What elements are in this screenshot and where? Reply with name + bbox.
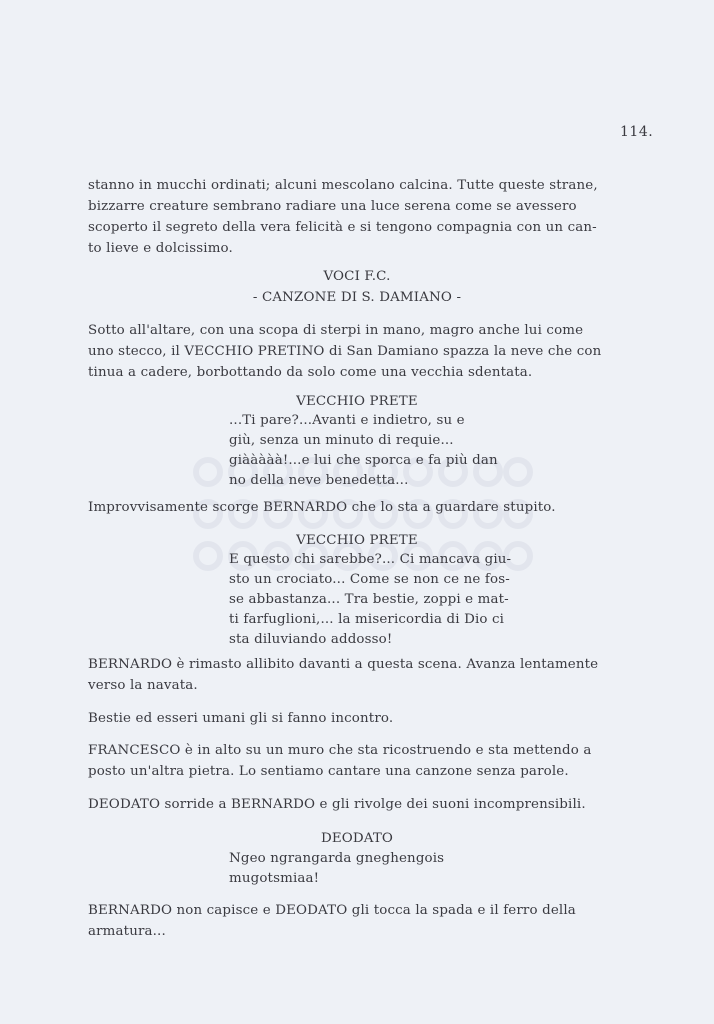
paragraph-line: armatura... (88, 924, 166, 939)
paragraph-line: uno stecco, il VECCHIO PRETINO di San Damiano spazza la neve che con (88, 344, 602, 359)
paragraph-line: Sotto all'altare, con una scopa di sterpi in mano, magro anche lui come (88, 323, 584, 338)
page-number: 114. (620, 124, 654, 140)
paragraph-line: bizzarre creature sembrano radiare una luce serena come se avessero (88, 199, 577, 214)
dialogue-line: E questo chi sarebbe?... Ci mancava giu- (229, 552, 512, 567)
song-title: - CANZONE DI S. DAMIANO - (252, 290, 462, 305)
paragraph-line: verso la navata. (88, 678, 198, 693)
paragraph-line: scoperto il segreto della vera felicità e si tengono compagnia con un can- (88, 220, 597, 235)
paragraph-line: BERNARDO è rimasto allibito davanti a questa scena. Avanza lentamente (88, 657, 599, 672)
paragraph-line: tinua a cadere, borbottando da solo come una vecchia sdentata. (88, 365, 533, 380)
dialogue-line: se abbastanza... Tra bestie, zoppi e mat- (229, 592, 509, 607)
dialogue-line: giù, senza un minuto di requie... (229, 433, 454, 448)
dialogue-line: ...Ti pare?...Avanti e indietro, su e (229, 413, 465, 428)
scene-heading: VOCI F.C. (323, 269, 391, 284)
paragraph-line: FRANCESCO è in alto su un muro che sta ricostruendo e sta mettendo a (88, 743, 592, 758)
dialogue-line: no della neve benedetta... (229, 473, 409, 488)
paragraph-line: BERNARDO non capisce e DEODATO gli tocca la spada e il ferro della (88, 903, 576, 918)
paragraph-line: stanno in mucchi ordinati; alcuni mescolano calcina. Tutte queste strane, (88, 178, 598, 193)
dialogue-line: sto un crociato... Come se non ce ne fos- (229, 572, 510, 587)
speaker-name: VECCHIO PRETE (296, 394, 418, 409)
speaker-name: VECCHIO PRETE (296, 533, 418, 548)
paragraph-line: to lieve e dolcissimo. (88, 241, 233, 256)
paragraph-line: Bestie ed esseri umani gli si fanno incontro. (88, 711, 394, 726)
dialogue-line: ti farfuglioni,... la misericordia di Dio ci (229, 612, 505, 627)
speaker-name: DEODATO (320, 831, 394, 846)
dialogue-line: sta diluviando addosso! (229, 632, 393, 647)
paragraph-line: posto un'altra pietra. Lo sentiamo cantare una canzone senza parole. (88, 764, 569, 779)
dialogue-line: mugotsmiaa! (229, 871, 320, 886)
dialogue-line: giààààà!...e lui che sporca e fa più dan (229, 453, 498, 468)
paragraph-line: Improvvisamente scorge BERNARDO che lo sta a guardare stupito. (88, 500, 556, 515)
paragraph-line: DEODATO sorride a BERNARDO e gli rivolge dei suoni incomprensibili. (88, 797, 586, 812)
dialogue-line: Ngeo ngrangarda gneghengois (229, 851, 445, 866)
